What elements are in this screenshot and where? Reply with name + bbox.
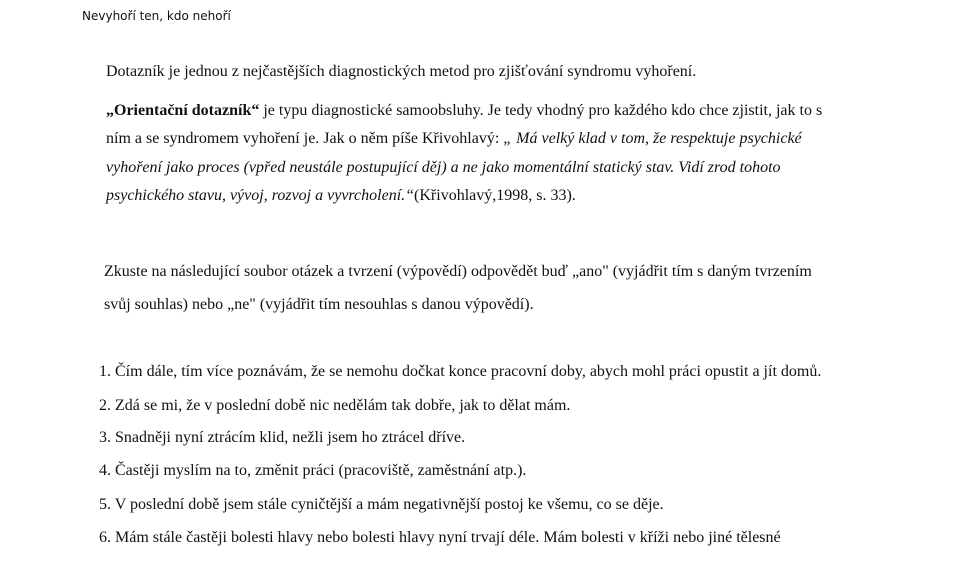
question-item-4: 4. Častěji myslím na to, změnit práci (pracoviště, zaměstnání atp.).: [99, 462, 527, 479]
intro-paragraph: Dotazník je jednou z nejčastějších diagnostických metod pro zjišťování syndromu vyhoření.: [106, 63, 697, 80]
quote-start: „ Má velký klad v tom, že respektuje psychické: [503, 130, 802, 147]
intro-line-1: [106, 102, 822, 120]
dotaznik-title: „Orientační dotazník“: [106, 102, 260, 119]
question-item-5: 5. V poslední době jsem stále cyničtější a mám negativnější postoj ke všemu, co se děje.: [99, 496, 664, 513]
quote-line-2: vyhoření jako proces (vpřed neustále postupující děj) a ne jako momentální statický stav. Vidí zrod tohoto: [106, 159, 781, 176]
question-item-3: 3. Snadněji nyní ztrácím klid, nežli jsem ho ztrácel dříve.: [99, 429, 466, 446]
question-item-6: 6. Mám stále častěji bolesti hlavy nebo bolesti hlavy nyní trvají déle. Mám bolesti v kříži nebo jiné tělesné: [99, 529, 781, 546]
intro-line-1-text: je typu diagnostické samoobsluhy. Je tedy vhodný pro každého kdo chce zjistit, jak to s: [259, 102, 823, 119]
intro-line-2: [106, 130, 802, 148]
quote-line-3: [106, 187, 576, 205]
citation: (Křivohlavý,1998, s. 33).: [414, 187, 576, 204]
page-header-title: Nevyhoří ten, kdo nehoří: [82, 9, 231, 23]
quote-end: psychického stavu, vývoj, rozvoj a vyvrcholení.“: [106, 187, 415, 204]
instruction-line-2: svůj souhlas) nebo „ne" (vyjádřit tím nesouhlas s danou výpovědí).: [104, 296, 534, 313]
question-item-2: 2. Zdá se mi, že v poslední době nic nedělám tak dobře, jak to dělat mám.: [99, 397, 571, 414]
question-item-1: 1. Čím dále, tím více poznávám, že se nemohu dočkat konce pracovní doby, abych mohl práci opustit a jít domů.: [99, 363, 822, 380]
intro-line-2-text: ním a se syndromem vyhoření je. Jak o něm píše Křivohlavý:: [106, 130, 504, 147]
instruction-line-1: Zkuste na následující soubor otázek a tvrzení (výpovědí) odpovědět buď „ano" (vyjádřit tím s daným tvrzením: [104, 263, 812, 280]
